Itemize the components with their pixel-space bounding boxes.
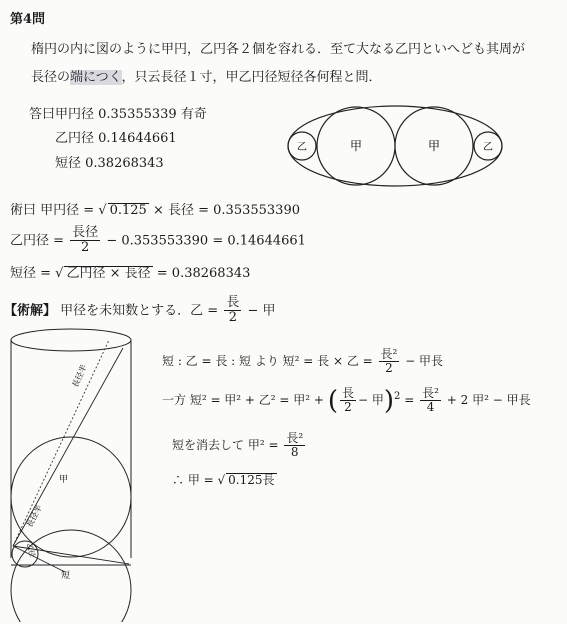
method-l3-radicand: 乙円径 × 長径 bbox=[66, 266, 151, 281]
answer-otsu: 乙円径 0.14644661 bbox=[55, 131, 177, 146]
method-l2-num: 長径 bbox=[72, 225, 99, 240]
eq4-a: ∴ 甲 = bbox=[172, 473, 214, 487]
method-l2-a: 乙円径 = bbox=[10, 233, 65, 249]
label-long-radius-2: 長径半 bbox=[24, 503, 45, 529]
method-l2-b: − 0.353553390 = 0.14644661 bbox=[106, 233, 306, 249]
solution-header: 【術解】 bbox=[4, 303, 57, 319]
eq2-fraction-2 bbox=[420, 387, 441, 414]
eq1-den: 2 bbox=[385, 361, 393, 376]
eq2-mid: − 甲 bbox=[357, 393, 384, 408]
eq2-square: 2 bbox=[394, 391, 401, 403]
eq2-b: + 2 甲² − 甲長 bbox=[446, 393, 531, 408]
method-l1-c: × 長径 = 0.353553390 bbox=[152, 203, 300, 218]
eq1-fraction bbox=[379, 348, 400, 375]
label-kou: 甲 bbox=[59, 475, 69, 485]
method-line-2 bbox=[10, 226, 306, 256]
solution-h-num: 長 bbox=[226, 295, 240, 310]
method-l2-fraction bbox=[70, 226, 100, 256]
eq4-radicand: 0.125長 bbox=[228, 473, 275, 487]
kou-label-left: 甲 bbox=[349, 139, 363, 153]
eq2-lparen: ( bbox=[327, 385, 338, 416]
eq3-den: 8 bbox=[290, 445, 299, 460]
label-otsu-diameter: 乙径 bbox=[25, 542, 37, 559]
eq2-num: 長 bbox=[341, 386, 354, 400]
eq1-num: 長² bbox=[380, 347, 398, 361]
method-l3-a: 短径 = bbox=[10, 266, 52, 281]
method-line-3 bbox=[10, 266, 250, 280]
solution-h-b: − 甲 bbox=[247, 303, 276, 319]
method-l1-radicand: 0.125 bbox=[109, 203, 147, 218]
cylinder-top-ellipse bbox=[11, 329, 131, 351]
eq1-b: − 甲長 bbox=[405, 354, 444, 369]
label-tan: 短 bbox=[61, 571, 71, 581]
eq2-equals: = bbox=[404, 393, 415, 408]
problem-title: 第4問 bbox=[10, 12, 46, 27]
otsu-label-right: 乙 bbox=[483, 142, 493, 153]
sqrt-sign: √ bbox=[55, 266, 64, 281]
equation-2 bbox=[162, 387, 531, 414]
eq2-den2: 4 bbox=[426, 400, 435, 415]
sqrt-sign: √ bbox=[98, 203, 107, 218]
label-long-radius-1: 長径半 bbox=[70, 363, 89, 389]
eq2-den: 2 bbox=[344, 400, 352, 415]
kou-sphere-circle bbox=[11, 437, 131, 557]
solution-h-den: 2 bbox=[228, 310, 237, 326]
answer-tan: 短径 0.38268343 bbox=[55, 156, 164, 171]
method-l3-c: = 0.38268343 bbox=[156, 266, 251, 281]
ellipse-diagram bbox=[285, 103, 505, 189]
answer-kou: 答曰甲円径 0.35355339 有奇 bbox=[29, 107, 207, 122]
problem-line-2-pre: 長径の bbox=[31, 70, 71, 85]
problem-line-1: 楕円の内に図のように甲円，乙円各２個を容れる．至て大なる乙円といへども其周が bbox=[31, 42, 526, 57]
eq2-num2: 長² bbox=[422, 386, 439, 400]
eq2-fraction-1 bbox=[340, 387, 356, 414]
eq3-num: 長² bbox=[286, 431, 304, 445]
eq3-fraction bbox=[284, 432, 305, 459]
solution-h-a: 甲径を未知数とする．乙 = bbox=[60, 303, 219, 319]
method-l2-den: 2 bbox=[81, 240, 90, 256]
kou-label-right: 甲 bbox=[427, 139, 441, 153]
solution-h-fraction bbox=[224, 296, 241, 326]
eq1-a: 短 : 乙 = 長 : 短 より 短² = 長 × 乙 = bbox=[162, 354, 373, 369]
problem-line-2-highlight: 端につく bbox=[70, 70, 122, 85]
eq2-rparen: ) bbox=[383, 385, 395, 416]
problem-line-2-post: ，只云長径１寸，甲乙円径短径各何程と問． bbox=[121, 70, 382, 85]
sqrt-sign: √ bbox=[217, 473, 226, 487]
equation-4 bbox=[172, 473, 277, 486]
diagonal-dashed bbox=[13, 340, 109, 546]
cylinder-figure bbox=[5, 322, 137, 622]
method-line-1 bbox=[10, 203, 300, 217]
eq2-a: 一方 短² = 甲² + 乙² = 甲² + bbox=[162, 393, 324, 408]
problem-line-2 bbox=[31, 71, 382, 84]
method-l1-a: 術曰 甲円径 = bbox=[10, 203, 95, 218]
otsu-label-left: 乙 bbox=[297, 142, 307, 153]
equation-3 bbox=[172, 432, 307, 459]
equation-1 bbox=[162, 348, 443, 375]
eq3-a: 短を消去して 甲² = bbox=[172, 438, 279, 453]
